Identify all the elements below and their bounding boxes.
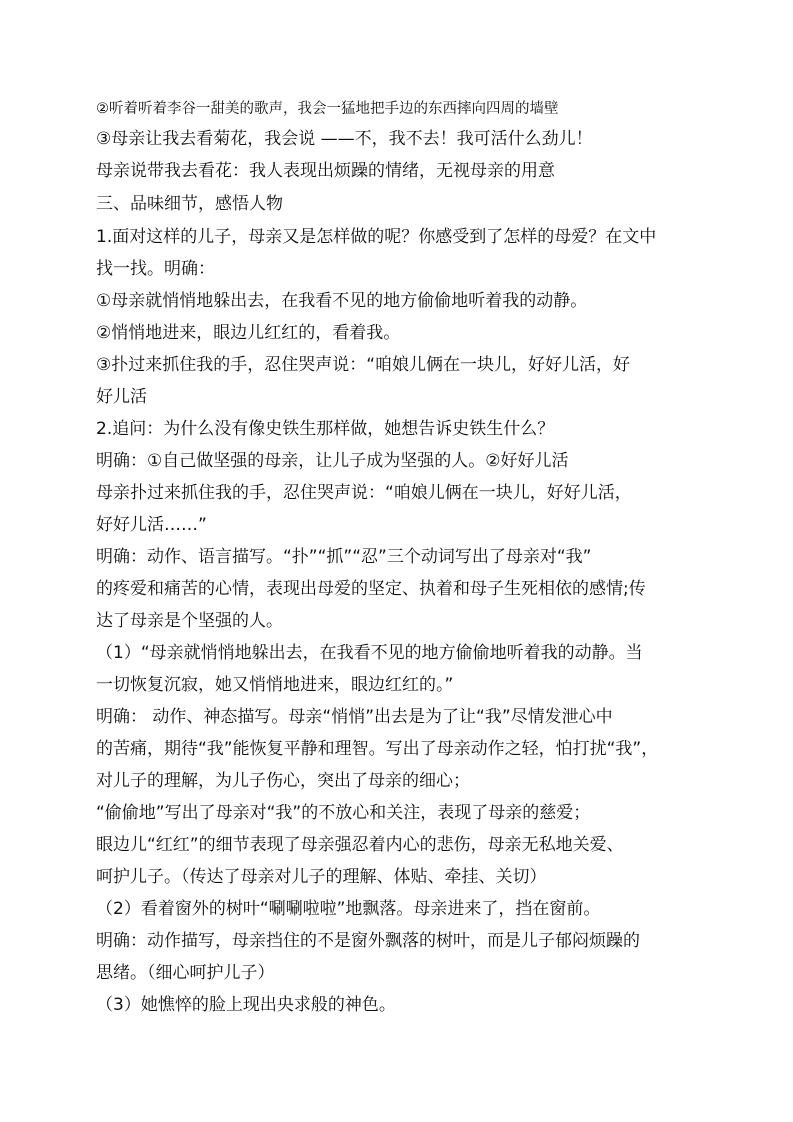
- text-line: ③扑过来抓住我的手，忍住哭声说：“咱娘儿俩在一块儿，好好儿活，好: [96, 355, 631, 375]
- text-line: （2）看着窗外的树叶“唰唰啦啦”地飘落。母亲进来了，挡在窗前。: [96, 899, 601, 919]
- text-line: 好儿活: [96, 387, 147, 407]
- text-line: 一切恢复沉寂，她又悄悄地进来，眼边红红的。”: [96, 675, 454, 695]
- text-line: ②听着听着李谷一甜美的歌声，我会一猛地把手边的东西摔向四周的墙壁: [96, 101, 559, 117]
- section-heading: 三、品味细节，感悟人物: [96, 194, 283, 214]
- text-line: 明确：①自己做坚强的母亲，让儿子成为坚强的人。②好好儿活: [96, 451, 569, 471]
- text-line: 眼边儿“红红”的细节表现了母亲强忍着内心的悲伤，母亲无私地关爱、: [96, 835, 624, 855]
- text-line: （3）她憔悴的脸上现出央求般的神色。: [96, 995, 396, 1015]
- text-line: （1）“母亲就悄悄地躲出去，在我看不见的地方偷偷地听着我的动静。当: [96, 643, 643, 663]
- text-line: 母亲说带我去看花：我人表现出烦躁的情绪，无视母亲的用意: [96, 161, 555, 181]
- text-line: 的苦痛，期待“我”能恢复平静和理智。写出了母亲动作之轻，怕打扰“我”，: [96, 739, 659, 759]
- text-line: ③母亲让我去看菊花，我会说 ——不，我不去！我可活什么劲儿！: [96, 129, 593, 149]
- text-line: 2.追问：为什么没有像史铁生那样做，她想告诉史铁生什么？: [96, 419, 555, 439]
- text-line: 呵护儿子。（传达了母亲对儿子的理解、体贴、牵挂、关切）: [96, 867, 547, 887]
- text-line: 1.面对这样的儿子，母亲又是怎样做的呢？你感受到了怎样的母爱？在文中: [96, 227, 657, 247]
- text-line: 找一找。明确：: [96, 259, 215, 279]
- text-line: 思绪。（细心呵护儿子）: [96, 963, 275, 983]
- text-line: 明确： 动作、神态描写。母亲“悄悄”出去是为了让“我”尽情发泄心中: [96, 707, 613, 727]
- text-line: ①母亲就悄悄地躲出去，在我看不见的地方偷偷地听着我的动静。: [96, 291, 588, 311]
- text-line: ②悄悄地进来，眼边儿红红的，看着我。: [96, 323, 401, 343]
- text-line: 母亲扑过来抓住我的手，忍住哭声说：“咱娘儿俩在一块儿，好好儿活，: [96, 483, 632, 503]
- text-line: 好好儿活……”: [96, 515, 207, 535]
- text-line: 明确：动作、语言描写。“扑”“抓”“忍”三个动词写出了母亲对“我”: [96, 547, 592, 567]
- text-line: 对儿子的理解，为儿子伤心，突出了母亲的细心；: [96, 771, 470, 791]
- text-line: 的疼爱和痛苦的心情，表现出母爱的坚定、执着和母子生死相依的感情;传: [96, 579, 646, 599]
- text-line: “偷偷地”写出了母亲对“我”的不放心和关注，表现了母亲的慈爱；: [96, 803, 591, 823]
- text-line: 达了母亲是个坚强的人。: [96, 611, 283, 631]
- text-line: 明确：动作描写，母亲挡住的不是窗外飘落的树叶，而是儿子郁闷烦躁的: [96, 931, 640, 951]
